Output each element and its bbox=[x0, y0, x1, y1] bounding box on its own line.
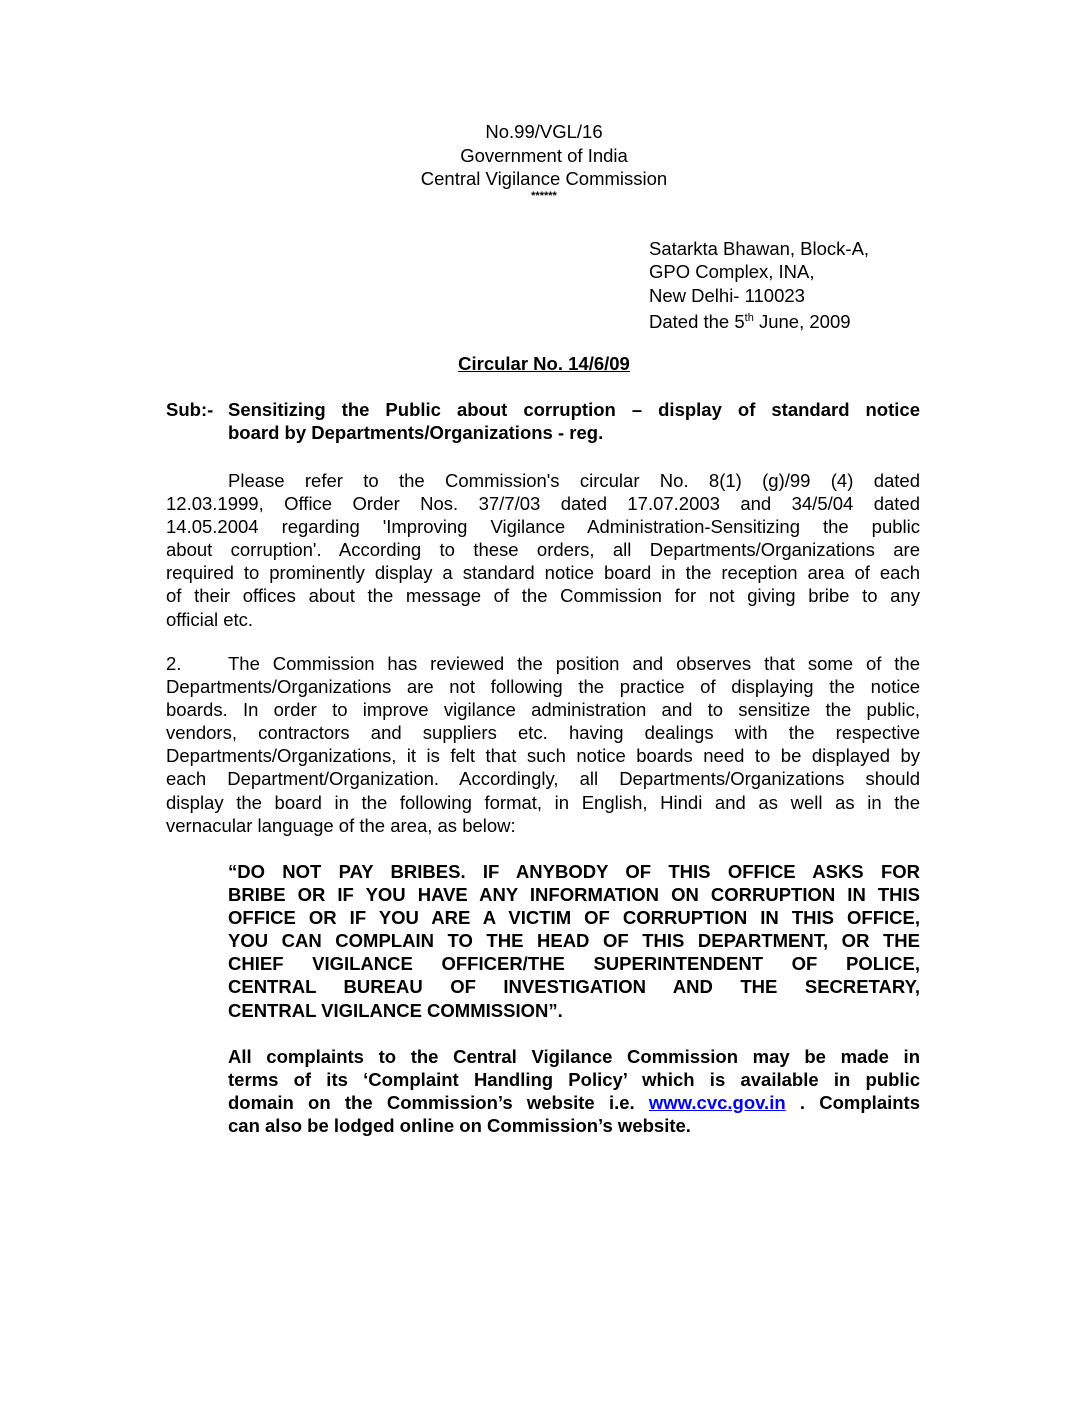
paragraph-2: The Commission has reviewed the position and observes that some of the Departments/Organizations are not following the practice of displaying the notice boards. In order to improve vigilance administration and to sensitize the public, vendors, contractors and suppliers etc. having dealings with the respective Departments/Organizations, it is felt that such notice boards need to be displayed by each Department/Organization. Accordingly, all Departments/Organizations should display the board in the following format, in English, Hindi and as well as in the vernacular language of the area, as below: bbox=[166, 653, 920, 836]
notice-board-text: “DO NOT PAY BRIBES. IF ANYBODY OF THIS OFFICE ASKS FOR BRIBE OR IF YOU HAVE ANY INFORMATION ON CORRUPTION IN THIS OFFICE OR IF YOU ARE A VICTIM OF CORRUPTION IN THIS OFFICE, YOU CAN COMPLAIN TO THE HEAD OF THIS DEPARTMENT, OR THE CHIEF VIGILANCE OFFICER/THE SUPERINTENDENT OF POLICE, CENTRAL BUREAU OF INVESTIGATION AND THE SECRETARY, CENTRAL VIGILANCE COMMISSION”. bbox=[228, 861, 920, 1021]
letter-header bbox=[0, 120, 1088, 201]
complaints-paragraph: All complaints to the Central Vigilance Commission may be made in terms of its ‘Complaint Handling Policy’ which is available in public domain on the Commission’s website i.e. www.cvc.gov.in . Complaints can also be lodged online on Commission’s website. bbox=[228, 1046, 920, 1137]
subject-text: Sensitizing the Public about corruption – display of standard notice board by Departments/Organizations - reg. bbox=[228, 399, 920, 444]
circular-title: Circular No. 14/6/09 bbox=[458, 353, 630, 374]
commission-name: Central Vigilance Commission bbox=[420, 168, 668, 189]
reference-number: No.99/VGL/16 bbox=[485, 121, 603, 142]
letter-date: Dated the 5th June, 2009 bbox=[649, 311, 851, 333]
paragraph-1: Please refer to the Commission's circular No. 8(1) (g)/99 (4) dated 12.03.1999, Office Order Nos. 37/7/03 dated 17.07.2003 and 34/5/04 dated 14.05.2004 regarding 'Improving Vigilance Administration-Sensitizing the public about corruption'. According to these orders, all Departments/Organizations are required to prominently display a standard notice board in the reception area of each of their offices about the message of the Commission for not giving bribe to any official etc. bbox=[166, 470, 920, 630]
subject-label: Sub:- bbox=[166, 399, 214, 420]
government-name: Government of India bbox=[460, 144, 628, 166]
address-block bbox=[649, 237, 869, 333]
address-line: GPO Complex, INA, bbox=[649, 261, 815, 283]
address-line: Satarkta Bhawan, Block-A, bbox=[649, 238, 870, 259]
cvc-website-link[interactable]: www.cvc.gov.in bbox=[648, 1092, 786, 1114]
paragraph-2-number: 2. bbox=[166, 653, 182, 674]
separator-stars: ****** bbox=[531, 189, 557, 202]
address-line: New Delhi- 110023 bbox=[649, 284, 805, 306]
